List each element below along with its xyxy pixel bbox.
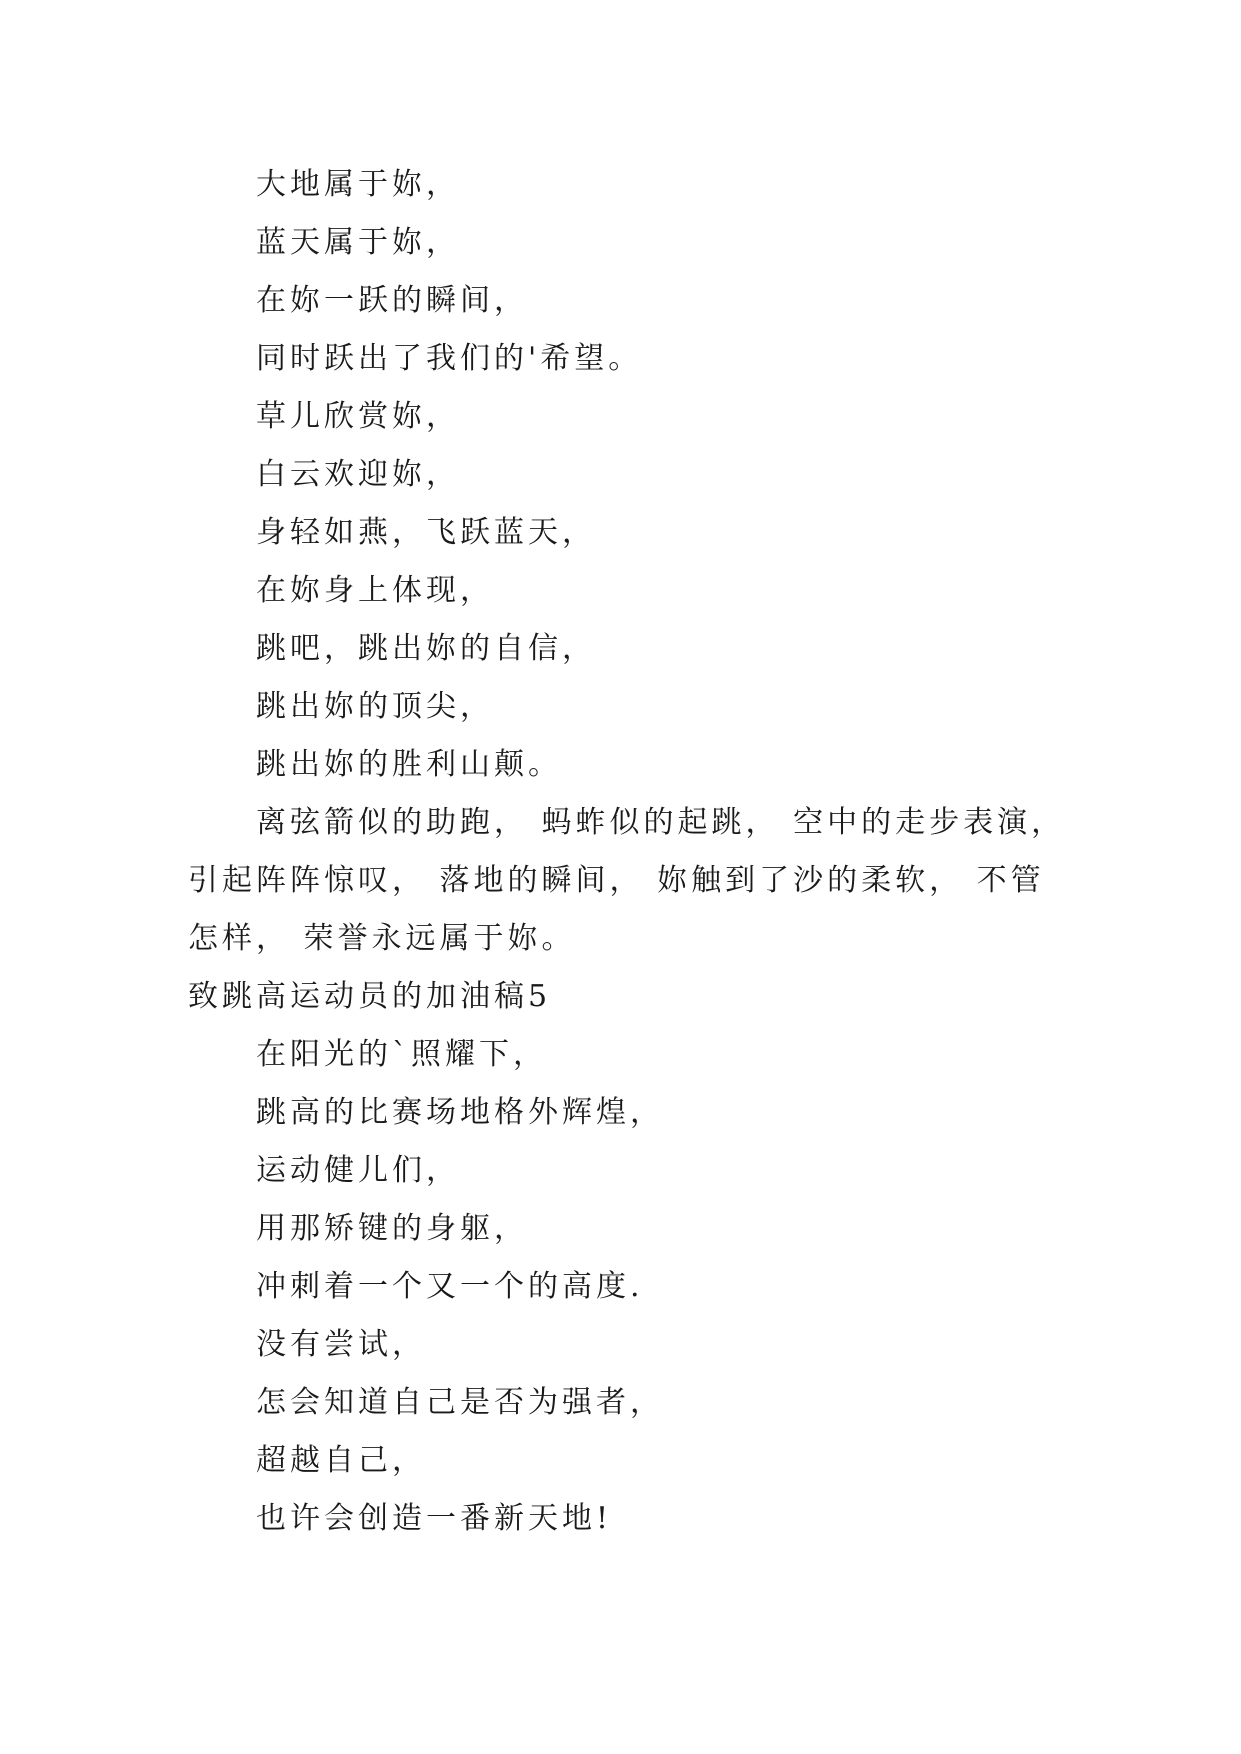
poem-line: 跳吧，跳出妳的自信， xyxy=(256,631,596,666)
poem-line: 白云欢迎妳， xyxy=(256,457,460,492)
poem-line: 运动健儿们， xyxy=(256,1153,460,1188)
poem-line: 冲刺着一个又一个的高度. xyxy=(256,1269,644,1304)
poem-line: 在妳一跃的瞬间， xyxy=(256,283,528,318)
poem-line: 怎会知道自己是否为强者， xyxy=(256,1385,664,1420)
poem-line: 大地属于妳， xyxy=(256,167,460,202)
poem-line: 跳出妳的顶尖， xyxy=(256,689,494,724)
poem-line: 用那矫键的身躯， xyxy=(256,1211,528,1246)
poem-line: 同时跃出了我们的'希望。 xyxy=(256,341,643,376)
poem-line: 草儿欣赏妳， xyxy=(256,399,460,434)
poem-line: 在妳身上体现， xyxy=(256,573,494,608)
poem-line: 在阳光的`照耀下， xyxy=(256,1037,547,1072)
poem-line: 跳高的比赛场地格外辉煌， xyxy=(256,1095,664,1130)
poem-line: 跳出妳的胜利山颠。 xyxy=(256,747,562,782)
poem-line: 也许会创造一番新天地! xyxy=(256,1501,613,1536)
paragraph-line: 引起阵阵惊叹， 落地的瞬间， 妳触到了沙的柔软， 不管 xyxy=(188,863,1045,898)
poem-line: 超越自己， xyxy=(256,1443,426,1478)
poem-line: 身轻如燕，飞跃蓝天， xyxy=(256,515,596,550)
poem-line: 蓝天属于妳， xyxy=(256,225,460,260)
section-heading: 致跳高运动员的加油稿5 xyxy=(188,979,552,1014)
paragraph-line: 离弦箭似的助跑， 蚂蚱似的起跳， 空中的走步表演， xyxy=(256,805,1066,840)
paragraph-line: 怎样， 荣誉永远属于妳。 xyxy=(188,921,576,956)
poem-line: 没有尝试， xyxy=(256,1327,426,1362)
